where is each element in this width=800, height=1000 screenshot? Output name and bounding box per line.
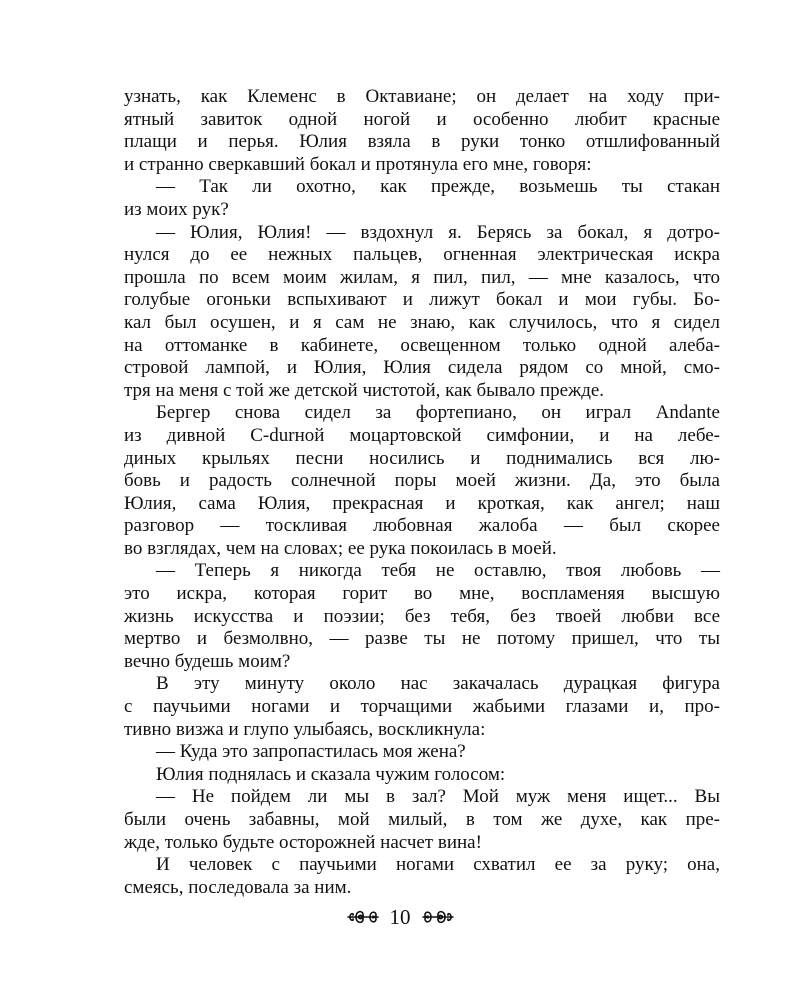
text-line: узнать, как Клеменс в Октавиане; он делает на ходу при- [124, 86, 720, 107]
text-line: на оттоманке в кабинете, освещенном только одной алеба- [124, 334, 720, 356]
text-line: — Так ли охотно, как прежде, возьмешь ты стакан [156, 176, 720, 198]
text-line: бовь и радость солнечной поры моей жизни. Да, это была [124, 470, 720, 492]
text-line: Бергер снова сидел за фортепиано, он играл Andante [156, 402, 720, 424]
text-line: прошла по всем моим жилам, я пил, пил, — мне казалось, что [124, 266, 720, 288]
text-line: жизнь искусства и поэзии; без тебя, без твоей любви все [124, 605, 720, 627]
text-line: — Куда это запропастилась моя жена? [156, 741, 466, 763]
text-line: И человек с паучьими ногами схватил ее за руку; она, [156, 854, 720, 876]
text-line: нулся до ее нежных пальцев, огненная электрическая искра [124, 244, 720, 266]
text-line: диных крыльях песни носились и поднимались вся лю- [124, 447, 720, 469]
text-line: смеясь, последовала за ним. [124, 876, 352, 898]
ornament-right-icon [421, 907, 455, 927]
page-number: 10 [389, 905, 411, 929]
text-line: это искра, которая горит во мне, воспламеняя высшую [124, 583, 720, 605]
text-line: В эту минуту около нас закачалась дурацкая фигура [156, 673, 720, 695]
text-line: Юлия поднялась и сказала чужим голосом: [156, 763, 506, 785]
text-line: с паучьими ногами и торчащими жабьими глазами и, про- [124, 696, 720, 718]
page-footer [0, 902, 800, 932]
text-line: из дивной C-durной моцартовской симфонии, и на лебе- [124, 424, 720, 446]
text-line: — Теперь я никогда тебя не оставлю, твоя любовь — [156, 560, 720, 582]
text-line: вечно будешь моим? [124, 650, 291, 672]
text-line: ятный завиток одной ногой и особенно любит красные [124, 108, 720, 130]
text-line: — Юлия, Юлия! — вздохнул я. Берясь за бокал, я дотро- [156, 221, 720, 243]
text-line: из моих рук? [124, 198, 229, 220]
text-line: во взглядах, чем на словах; ее рука покоилась в моей. [124, 537, 557, 559]
text-line: тря на меня с той же детской чистотой, как бывало прежде. [124, 379, 605, 401]
text-line: стровой лампой, и Юлия, Юлия сидела рядом со мной, смо- [124, 357, 720, 379]
text-line: голубые огоньки вспыхивают и лижут бокал и мои губы. Бо- [124, 289, 720, 311]
text-line: тивно визжа и глупо улыбаясь, воскликнула: [124, 718, 486, 740]
ornament-left-icon [346, 907, 380, 927]
text-line: плащи и перья. Юлия взяла в руки тонко отшлифованный [124, 131, 720, 153]
text-line: разговор — тоскливая любовная жалоба — был скорее [124, 515, 720, 537]
text-line: Юлия, сама Юлия, прекрасная и кроткая, как ангел; наш [124, 492, 720, 514]
text-line: кал был осушен, и я сам не знаю, как случилось, что я сидел [124, 311, 720, 333]
text-line: жде, только будьте осторожней насчет вина! [124, 831, 482, 853]
text-line: и странно сверкавший бокал и протянула его мне, говоря: [124, 153, 592, 175]
page-text-block [124, 86, 720, 899]
text-line: были очень забавны, мой милый, в том же духе, как пре- [124, 809, 720, 830]
text-line: — Не пойдем ли мы в зал? Мой муж меня ищет... Вы [156, 786, 720, 808]
text-line: мертво и безмолвно, — разве ты не потому пришел, что ты [124, 628, 720, 650]
